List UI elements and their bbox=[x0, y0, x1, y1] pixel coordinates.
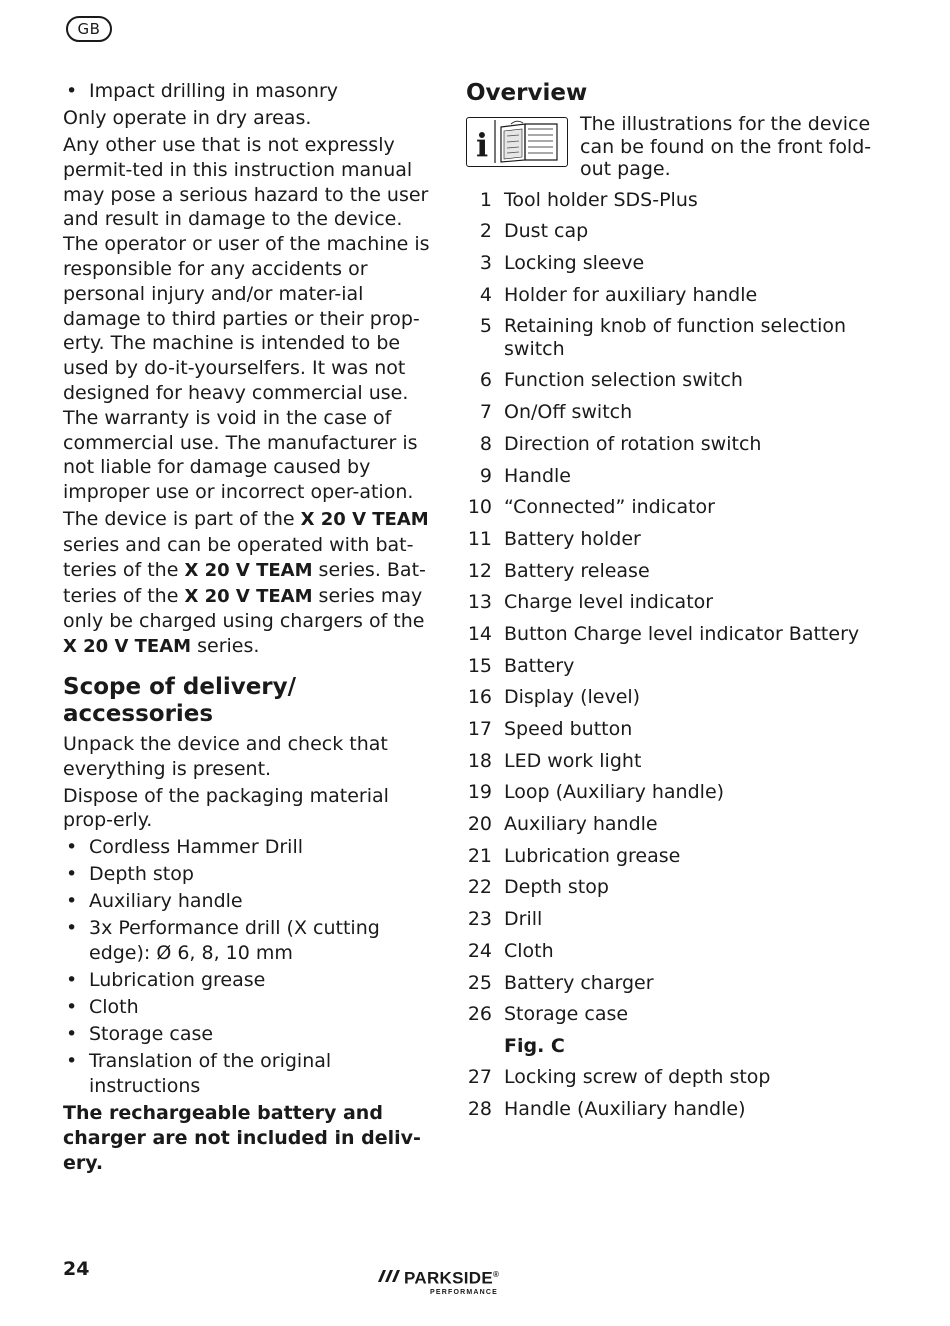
item-label: Retaining knob of function selection switch bbox=[504, 315, 847, 360]
item-label: Handle bbox=[504, 464, 572, 487]
item-label: Loop (Auxiliary handle) bbox=[504, 781, 725, 804]
item-label: Charge level indicator bbox=[504, 591, 714, 614]
paragraph-liability: Any other use that is not expressly permit-ted in this instruction manual may pose a serious hazard to the user and result in damage to the device. The operator or user of the machine is responsible for any accidents or personal injury and/or mater-ial damage to third parties or their prop-erty. The machine is intended to be used by do-it-yourselfers. It was not designed for heavy commercial use. The warranty is void in the case of commercial use. The manufacturer is not liable for damage caused by improper use or incorrect oper-ation. bbox=[63, 133, 430, 504]
list-item: • Cloth bbox=[63, 995, 435, 1020]
brand-sub: PERFORMANCE bbox=[430, 1289, 499, 1296]
battery-note: The rechargeable battery and charger are not included in deliv-ery. bbox=[63, 1101, 421, 1174]
item-label: On/Off switch bbox=[504, 401, 633, 424]
item-label: Dust cap bbox=[504, 220, 589, 243]
item-number: 27 bbox=[467, 1066, 492, 1089]
list-item bbox=[466, 433, 896, 456]
paragraph-series: The device is part of the X 20 V TEAM series and can be operated with bat-teries of the X 20 V TEAM series. Bat-teries of the X 20 V TEAM series may only be charged using chargers of the X 20 V TEAM series. bbox=[63, 508, 429, 658]
parkside-logo bbox=[374, 1265, 524, 1299]
page-number: 24 bbox=[63, 1258, 90, 1280]
language-badge: GB bbox=[66, 16, 112, 42]
list-item bbox=[466, 315, 896, 360]
item-label: Direction of rotation switch bbox=[504, 432, 762, 455]
item-number: 1 bbox=[479, 188, 492, 211]
item-label: Handle (Auxiliary handle) bbox=[504, 1098, 746, 1121]
paragraph-dry-areas: Only operate in dry areas. bbox=[63, 106, 312, 129]
item-number: 8 bbox=[479, 432, 492, 455]
list-item: • Cordless Hammer Drill bbox=[63, 835, 435, 860]
list-item bbox=[466, 623, 896, 646]
list-item bbox=[466, 813, 896, 836]
list-item bbox=[466, 1066, 896, 1089]
paragraph-dispose: Dispose of the packaging material prop-erly. bbox=[63, 784, 389, 832]
item-number: 19 bbox=[467, 781, 492, 804]
item-number: 5 bbox=[479, 315, 492, 338]
item-number: 21 bbox=[467, 844, 492, 867]
item-number: 23 bbox=[467, 908, 492, 931]
item-number: 20 bbox=[467, 813, 492, 836]
list-item bbox=[466, 845, 896, 868]
item-label: Function selection switch bbox=[504, 369, 743, 392]
list-item bbox=[466, 369, 896, 392]
item-label: Lubrication grease bbox=[504, 844, 681, 867]
list-item bbox=[466, 252, 896, 275]
item-label: Battery release bbox=[504, 559, 650, 582]
item-number: 17 bbox=[467, 718, 492, 740]
item-number: 7 bbox=[479, 401, 492, 424]
list-item bbox=[466, 528, 896, 551]
info-text: The illustrations for the device can be found on the front fold-out page. bbox=[580, 113, 872, 180]
list-item: • Lubrication grease bbox=[63, 968, 435, 993]
right-column bbox=[466, 79, 896, 1130]
list-item: • Depth stop bbox=[63, 862, 435, 887]
item-label: Locking screw of depth stop bbox=[504, 1066, 771, 1089]
item-number: 12 bbox=[467, 559, 492, 582]
item-label: LED work light bbox=[504, 749, 642, 772]
overview-list-fig-c bbox=[466, 1066, 896, 1120]
list-item bbox=[466, 189, 896, 212]
use-list bbox=[63, 79, 435, 104]
item-number: 13 bbox=[467, 591, 492, 614]
overview-list bbox=[466, 189, 896, 1026]
left-column bbox=[63, 79, 435, 1175]
list-item bbox=[466, 876, 896, 899]
list-item bbox=[466, 1003, 896, 1026]
list-item bbox=[466, 655, 896, 678]
item-number: 25 bbox=[467, 971, 492, 994]
svg-text:i: i bbox=[476, 126, 489, 164]
item-label: Holder for auxiliary handle bbox=[504, 283, 758, 306]
item-label: Speed button bbox=[504, 718, 633, 740]
list-item bbox=[466, 972, 896, 995]
item-label: Battery holder bbox=[504, 527, 641, 550]
item-label: Display (level) bbox=[504, 686, 641, 709]
item-number: 15 bbox=[467, 654, 492, 677]
item-number: 28 bbox=[467, 1098, 492, 1121]
list-item: • 3x Performance drill (X cutting edge): Ø 6, 8, 10 mm bbox=[63, 916, 435, 966]
paragraph-unpack: Unpack the device and check that everything is present. bbox=[63, 732, 388, 780]
item-number: 4 bbox=[479, 283, 492, 306]
item-label: Cloth bbox=[504, 939, 554, 962]
list-item bbox=[466, 284, 896, 307]
list-item bbox=[466, 401, 896, 424]
item-number: 18 bbox=[467, 749, 492, 772]
list-item: • Auxiliary handle bbox=[63, 889, 435, 914]
item-label: Tool holder SDS-Plus bbox=[504, 188, 698, 211]
list-item bbox=[466, 908, 896, 931]
list-item bbox=[466, 220, 896, 243]
item-label: Storage case bbox=[504, 1003, 629, 1026]
item-number: 14 bbox=[467, 622, 492, 645]
list-item bbox=[466, 718, 896, 741]
overview-heading: Overview bbox=[466, 80, 588, 106]
item-label: Locking sleeve bbox=[504, 251, 645, 274]
list-item: • Translation of the original instructions bbox=[63, 1049, 435, 1099]
item-label: Battery bbox=[504, 654, 575, 677]
fig-c-label: Fig. C bbox=[504, 1034, 565, 1057]
item-number: 6 bbox=[479, 369, 492, 392]
list-item: • Impact drilling in masonry bbox=[63, 79, 435, 104]
list-item bbox=[466, 781, 896, 804]
list-item bbox=[466, 686, 896, 709]
item-label: Battery charger bbox=[504, 971, 654, 994]
brand-name: PARKSIDE® bbox=[404, 1268, 500, 1288]
list-item bbox=[466, 750, 896, 773]
item-label: Drill bbox=[504, 908, 543, 931]
list-item bbox=[466, 940, 896, 963]
list-item bbox=[466, 1098, 896, 1121]
list-item bbox=[466, 465, 896, 488]
list-item bbox=[466, 591, 896, 614]
item-number: 26 bbox=[467, 1003, 492, 1026]
item-number: 11 bbox=[467, 527, 492, 550]
scope-list bbox=[63, 835, 435, 1098]
item-label: Button Charge level indicator Battery bbox=[504, 622, 860, 645]
item-number: 3 bbox=[479, 251, 492, 274]
info-fold-out-icon bbox=[466, 117, 568, 167]
item-number: 24 bbox=[467, 939, 492, 962]
item-label: “Connected” indicator bbox=[504, 496, 715, 519]
item-number: 16 bbox=[467, 686, 492, 709]
item-number: 9 bbox=[479, 464, 492, 487]
list-item bbox=[466, 560, 896, 583]
item-label: Auxiliary handle bbox=[504, 813, 658, 836]
list-item: • Storage case bbox=[63, 1022, 435, 1047]
item-label: Depth stop bbox=[504, 876, 609, 899]
list-item bbox=[466, 496, 896, 519]
info-block bbox=[466, 113, 896, 181]
item-number: 10 bbox=[467, 496, 492, 519]
item-number: 22 bbox=[467, 876, 492, 899]
scope-heading: Scope of delivery/ accessories bbox=[63, 673, 297, 727]
item-number: 2 bbox=[479, 220, 492, 243]
